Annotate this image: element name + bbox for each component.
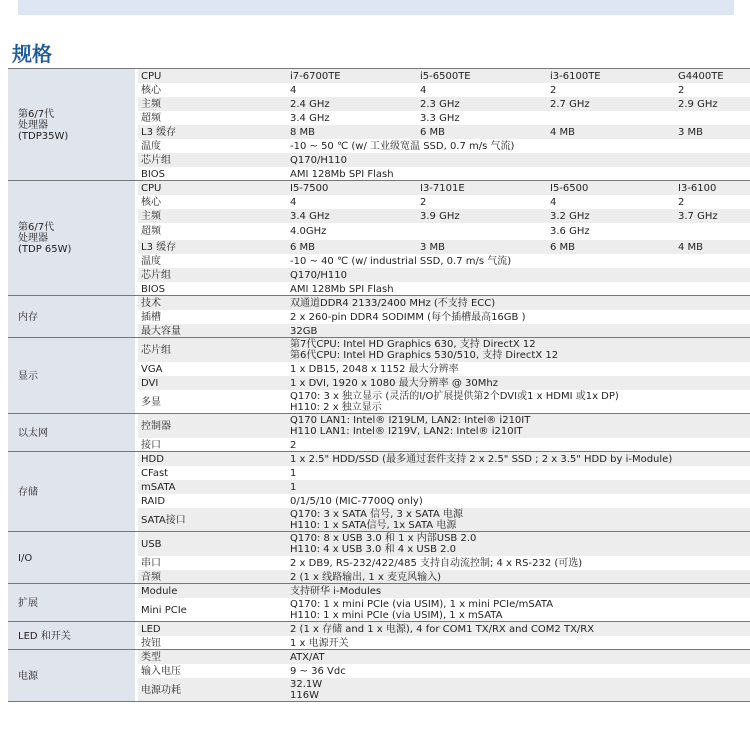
spec-key: LED (141, 623, 161, 635)
group-label (8, 650, 135, 702)
group-label-text: 第6/7代 处理器 (TDP 65W) (18, 222, 72, 255)
spec-row (138, 254, 750, 268)
spec-value: 6 MB (290, 241, 316, 253)
spec-row (138, 324, 750, 338)
spec-value (290, 268, 347, 282)
spec-value-line: 1 (290, 481, 297, 493)
spec-key: Mini PCIe (141, 604, 187, 616)
spec-value: i7-6700TE (290, 70, 341, 82)
spec-row (138, 167, 750, 181)
spec-value (290, 480, 296, 494)
spec-row (138, 181, 750, 195)
spec-value-line: 双通道DDR4 2133/2400 MHz (不支持 ECC) (290, 297, 496, 309)
spec-row (138, 282, 750, 296)
spec-key: 芯片组 (141, 344, 171, 356)
spec-key: 主频 (141, 98, 161, 110)
spec-value (290, 362, 459, 376)
group-label (8, 584, 135, 622)
spec-key: BIOS (141, 283, 166, 295)
spec-row (138, 678, 750, 702)
spec-key: CPU (141, 182, 162, 194)
spec-value (290, 678, 322, 702)
spec-value-line: 1 x DB15, 2048 x 1152 最大分辨率 (290, 363, 459, 375)
spec-key: RAID (141, 495, 166, 507)
spec-row (138, 622, 750, 636)
spec-group (8, 337, 750, 414)
spec-value: 4 (290, 84, 297, 96)
spec-value (290, 310, 525, 324)
spec-key: 温度 (141, 140, 161, 152)
spec-key: 主频 (141, 210, 161, 222)
spec-key: 串口 (141, 557, 161, 569)
spec-value-line: ATX/AT (290, 651, 325, 663)
spec-row (138, 570, 750, 584)
spec-key: USB (141, 538, 162, 550)
group-label-text: 第6/7代 处理器 (TDP35W) (18, 108, 69, 142)
spec-group (8, 451, 750, 532)
spec-group (8, 180, 750, 296)
spec-value: i5-6500TE (420, 70, 471, 82)
spec-row (138, 664, 750, 678)
spec-value (290, 494, 423, 508)
spec-row (138, 111, 750, 125)
spec-row (138, 268, 750, 282)
spec-group (8, 68, 750, 181)
group-label (8, 296, 135, 338)
spec-row (138, 494, 750, 508)
spec-key: HDD (141, 453, 164, 465)
spec-group (8, 649, 750, 702)
spec-value: 3.6 GHz (550, 226, 590, 237)
spec-value-line: 1 x 电源开关 (290, 637, 349, 649)
spec-value (290, 139, 514, 153)
spec-value-line: 0/1/5/10 (MIC-7700Q only) (290, 495, 423, 507)
spec-value: 2 (678, 196, 685, 208)
spec-value: 3 MB (420, 241, 446, 253)
spec-value-line: 32.1W (290, 679, 323, 690)
spec-value: 3.9 GHz (420, 210, 460, 222)
spec-row (138, 452, 750, 466)
spec-value-line: 116W (290, 690, 319, 701)
spec-value (290, 324, 317, 338)
spec-row (138, 97, 750, 111)
spec-value (290, 390, 619, 414)
spec-key: 输入电压 (141, 665, 181, 677)
spec-value-line: Q170: 3 x 独立显示 (灵活的I/O扩展提供第2个DVI或1 x HDMI 或1x DP) (290, 391, 619, 402)
spec-key: 接口 (141, 439, 161, 451)
spec-row (138, 223, 750, 240)
spec-value: 4 MB (678, 241, 704, 253)
spec-value-line: 支持研华 i-Modules (290, 585, 382, 597)
spec-value: 3 MB (678, 126, 704, 138)
spec-row (138, 209, 750, 223)
spec-value: 2.4 GHz (290, 98, 330, 110)
group-label (8, 622, 135, 650)
spec-value (290, 466, 296, 480)
spec-group (8, 295, 750, 338)
spec-value (290, 153, 347, 167)
spec-key: 超频 (141, 226, 161, 237)
spec-row (138, 532, 750, 556)
table-bottom-rule (8, 701, 750, 702)
spec-value (290, 452, 672, 466)
spec-value (290, 338, 558, 362)
spec-key: 技术 (141, 297, 161, 309)
group-label (8, 532, 135, 584)
spec-value: 3.3 GHz (420, 112, 460, 124)
group-label (8, 181, 135, 296)
spec-value (290, 556, 582, 570)
spec-value: 4 MB (550, 126, 576, 138)
spec-value-line: Q170: 8 x USB 3.0 和 1 x 内部USB 2.0 (290, 533, 477, 544)
spec-value (290, 622, 594, 636)
spec-row (138, 466, 750, 480)
spec-key: 多显 (141, 396, 161, 408)
spec-value: 2.3 GHz (420, 98, 460, 110)
spec-group (8, 583, 750, 622)
group-label-text: 以太网 (18, 427, 48, 439)
spec-group (8, 413, 750, 452)
spec-key: CPU (141, 70, 162, 82)
spec-row (138, 438, 750, 452)
spec-value: 2 (550, 84, 557, 96)
spec-value (290, 598, 553, 622)
spec-row (138, 240, 750, 254)
spec-value-line: 2 x 260-pin DDR4 SODIMM (每个插槽最高16GB ) (290, 311, 526, 323)
group-label-text: 存储 (18, 486, 38, 498)
spec-row (138, 390, 750, 414)
group-label (8, 338, 135, 414)
spec-value-line: 2 (1 x 线路输出, 1 x 麦克风输入) (290, 571, 441, 583)
spec-value (290, 167, 394, 181)
spec-row (138, 584, 750, 598)
spec-value (290, 414, 530, 438)
spec-table (8, 68, 750, 719)
spec-row (138, 153, 750, 167)
spec-key: L3 缓存 (141, 241, 177, 253)
spec-row (138, 480, 750, 494)
spec-key: VGA (141, 363, 163, 375)
spec-value-line: H110: 2 x 独立显示 (290, 402, 382, 413)
spec-value: 8 MB (290, 126, 316, 138)
spec-value (290, 376, 498, 390)
spec-value: 6 MB (550, 241, 576, 253)
spec-value (290, 532, 476, 556)
group-label (8, 452, 135, 532)
spec-key: Module (141, 585, 178, 597)
spec-value: G4400TE (678, 70, 724, 82)
spec-key: SATA接口 (141, 514, 186, 526)
spec-key: BIOS (141, 168, 166, 180)
spec-row (138, 508, 750, 532)
group-label-text: 电源 (18, 670, 38, 682)
spec-key: 类型 (141, 651, 161, 663)
spec-row (138, 650, 750, 664)
group-label-text: 内存 (18, 311, 38, 323)
spec-row (138, 338, 750, 362)
spec-value (290, 296, 495, 310)
spec-group (8, 531, 750, 584)
spec-row (138, 125, 750, 139)
spec-value-line: 1 x DVI, 1920 x 1080 最大分辨率 @ 30Mhz (290, 377, 498, 389)
spec-key: 超频 (141, 112, 161, 124)
spec-value: i3-6100TE (550, 70, 601, 82)
spec-row (138, 362, 750, 376)
group-label-text: LED 和开关 (18, 630, 71, 642)
spec-row (138, 69, 750, 83)
spec-key: DVI (141, 377, 159, 389)
spec-key: L3 缓存 (141, 126, 177, 138)
spec-row (138, 598, 750, 622)
spec-value-line: AMI 128Mb SPI Flash (290, 283, 394, 295)
spec-row (138, 139, 750, 153)
spec-value (290, 254, 511, 268)
top-banner-strip (18, 0, 734, 15)
group-label (8, 69, 135, 181)
spec-value-line: 1 x 2.5" HDD/SSD (最多通过套件支持 2 x 2.5" SSD ; 2 x 3.5" HDD by i-Module) (290, 453, 673, 465)
spec-row (138, 636, 750, 650)
spec-value-line: Q170: 3 x SATA 信号, 3 x SATA 电源 (290, 509, 464, 520)
spec-key: 控制器 (141, 420, 171, 432)
spec-key: CFast (141, 467, 169, 479)
spec-value: 2.7 GHz (550, 98, 590, 110)
spec-value: 4 (290, 196, 297, 208)
spec-value (290, 636, 349, 650)
group-label-text: 扩展 (18, 597, 38, 609)
spec-key: 核心 (141, 84, 161, 96)
spec-value-line: H110: 1 x mini PCIe (via USIM), 1 x mSATA (290, 610, 503, 621)
spec-value-line: Q170/H110 (290, 154, 347, 166)
spec-value-line: -10 ~ 40 ℃ (w/ industrial SSD, 0.7 m/s 气流) (290, 255, 512, 267)
spec-group (8, 621, 750, 650)
spec-value: 3.2 GHz (550, 210, 590, 222)
spec-value (290, 650, 325, 664)
spec-value-line: H110: 1 x SATA信号, 1x SATA 电源 (290, 520, 457, 531)
spec-value: 2 (678, 84, 685, 96)
spec-value: 3.4 GHz (290, 210, 330, 222)
spec-value: I5-7500 (290, 182, 329, 194)
spec-value-line: Q170/H110 (290, 269, 347, 281)
spec-key: 核心 (141, 196, 161, 208)
spec-value: I3-7101E (420, 182, 465, 194)
spec-key: 芯片组 (141, 154, 171, 166)
spec-value-line: 2 (1 x 存储 and 1 x 电源), 4 for COM1 TX/RX and COM2 TX/RX (290, 623, 595, 635)
group-label-text: I/O (18, 552, 33, 564)
spec-row (138, 296, 750, 310)
spec-value-line: 9 ~ 36 Vdc (290, 665, 346, 677)
spec-row (138, 376, 750, 390)
spec-key: 温度 (141, 255, 161, 267)
spec-value-line: H110: 4 x USB 3.0 和 4 x USB 2.0 (290, 544, 457, 555)
spec-key: 插槽 (141, 311, 161, 323)
spec-value: I3-6100 (678, 182, 717, 194)
spec-value (290, 584, 381, 598)
spec-value-line: -10 ~ 50 ℃ (w/ 工业级宽温 SSD, 0.7 m/s 气流) (290, 140, 515, 152)
spec-value-line: 2 x DB9, RS-232/422/485 支持自动流控制; 4 x RS-232 (可选) (290, 557, 583, 569)
spec-value-line: 第7代CPU: Intel HD Graphics 630, 支持 DirectX 12 (290, 339, 536, 350)
spec-value: 3.4 GHz (290, 112, 330, 124)
spec-value: 4 (420, 84, 427, 96)
spec-value-line: AMI 128Mb SPI Flash (290, 168, 394, 180)
spec-value: 2 (420, 196, 427, 208)
group-label-text: 显示 (18, 370, 38, 382)
spec-value: 4 (550, 196, 557, 208)
spec-value-line: 2 (290, 439, 297, 451)
spec-value (290, 282, 394, 296)
spec-value: I5-6500 (550, 182, 589, 194)
spec-value-line: 1 (290, 467, 297, 479)
spec-row (138, 414, 750, 438)
spec-key: 音频 (141, 571, 161, 583)
page-title: 规格 (12, 42, 52, 66)
spec-value: 2.9 GHz (678, 98, 718, 110)
spec-value: 4.0GHz (290, 226, 327, 237)
spec-key: 按钮 (141, 637, 161, 649)
spec-value (290, 438, 296, 452)
group-label (8, 414, 135, 452)
spec-key: mSATA (141, 481, 176, 493)
spec-value-line: Q170 LAN1: Intel® I219LM, LAN2: Intel® i210IT (290, 415, 531, 426)
spec-key: 最大容量 (141, 325, 181, 337)
spec-value-line: Q170: 1 x mini PCIe (via USIM), 1 x mini PCIe/mSATA (290, 599, 554, 610)
spec-row (138, 556, 750, 570)
spec-value: 6 MB (420, 126, 446, 138)
spec-row (138, 310, 750, 324)
spec-key: 电源功耗 (141, 684, 181, 696)
spec-value (290, 664, 346, 678)
spec-value-line: H110 LAN1: Intel® I219V, LAN2: Intel® i210IT (290, 426, 523, 437)
spec-row (138, 83, 750, 97)
spec-key: 芯片组 (141, 269, 171, 281)
spec-value (290, 570, 441, 584)
spec-row (138, 195, 750, 209)
spec-value-line: 第6代CPU: Intel HD Graphics 530/510, 支持 DirectX 12 (290, 350, 559, 361)
spec-value: 3.7 GHz (678, 210, 718, 222)
spec-value-line: 32GB (290, 325, 318, 337)
spec-value (290, 508, 463, 532)
